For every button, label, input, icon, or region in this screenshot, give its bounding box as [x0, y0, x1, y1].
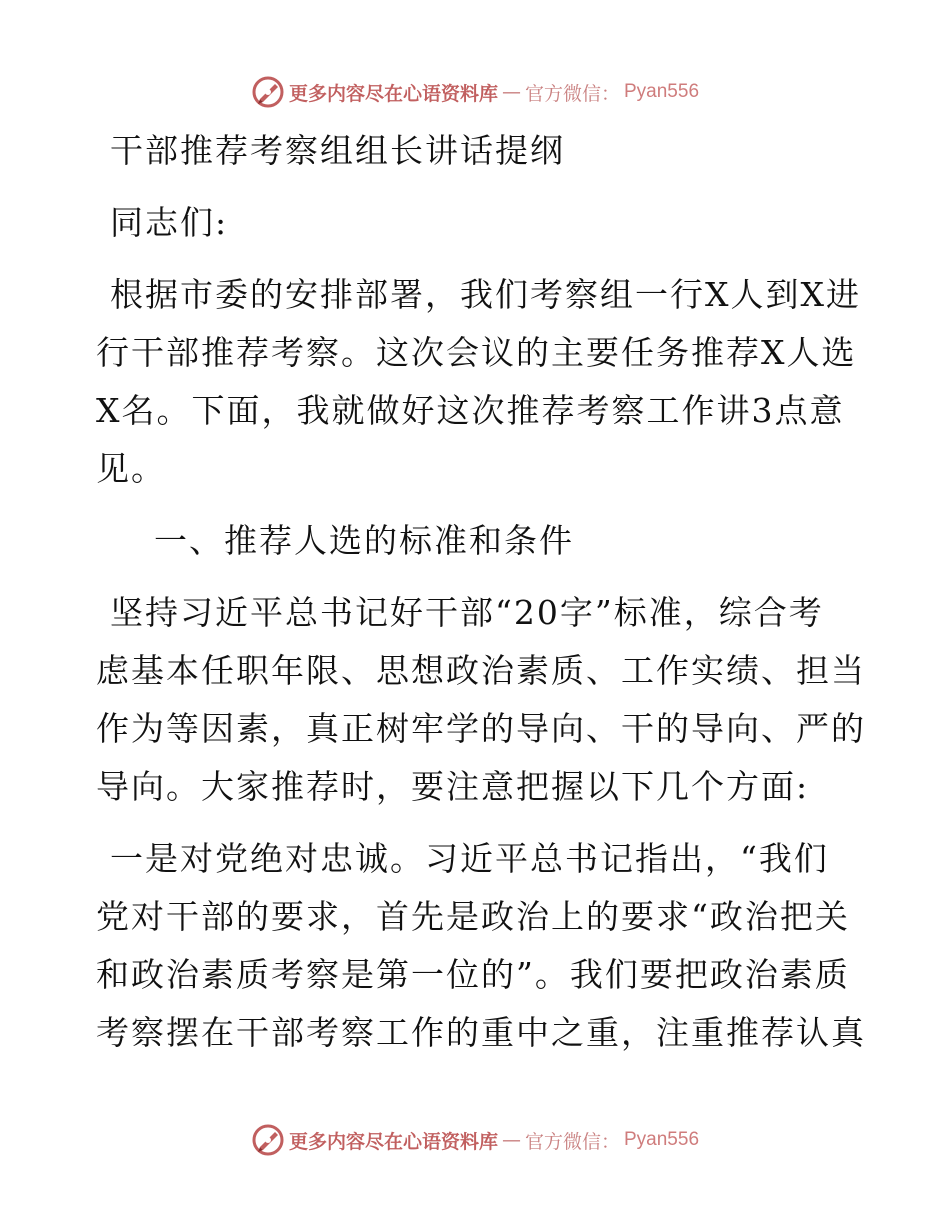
banner-wechat-label: 官方微信： — [524, 1130, 620, 1153]
banner-content — [251, 75, 699, 109]
paragraph-line: 导向。大家推荐时，要注意把握以下几个方面: — [96, 767, 810, 806]
banner-wechat-id: Pyan556 — [624, 1129, 700, 1150]
paragraph-line: 见。 — [96, 449, 166, 488]
paragraph-line: 考察摆在干部考察工作的重中之重，注重推荐认真 — [96, 1013, 866, 1052]
banner-wechat-label: 官方微信： — [524, 82, 620, 105]
banner-dash: — — [501, 1129, 521, 1151]
pen-logo-icon — [251, 75, 285, 109]
paragraph-standards — [96, 584, 866, 816]
document-title: 干部推荐考察组组长讲话提纲 — [110, 131, 565, 170]
pen-logo-icon — [251, 1123, 285, 1157]
banner-main-text: 更多内容尽在心语资料库 — [288, 82, 498, 105]
paragraph-line: 一是对党绝对忠诚。习近平总书记指出，“我们 — [110, 839, 829, 878]
header-watermark-banner — [0, 72, 950, 112]
paragraph-line: 党对干部的要求，首先是政治上的要求“政治把关 — [96, 897, 850, 936]
footer-watermark-banner — [0, 1120, 950, 1160]
banner-main-text: 更多内容尽在心语资料库 — [288, 1130, 498, 1153]
paragraph-intro — [96, 266, 861, 498]
paragraph-line: 和政治素质考察是第一位的”。我们要把政治素质 — [96, 955, 850, 994]
banner-dash: — — [501, 81, 521, 103]
section-heading-1: 一、推荐人选的标准和条件 — [154, 521, 574, 560]
document-body — [96, 122, 866, 1062]
banner-content — [251, 1123, 699, 1157]
banner-wechat-id: Pyan556 — [624, 81, 700, 102]
paragraph-loyalty — [96, 830, 866, 1062]
paragraph-line: 行干部推荐考察。这次会议的主要任务推荐X人选 — [96, 333, 857, 372]
paragraph-line: 根据市委的安排部署，我们考察组一行X人到X进 — [110, 275, 861, 314]
greeting: 同志们: — [110, 203, 229, 242]
paragraph-line: 虑基本任职年限、思想政治素质、工作实绩、担当 — [96, 651, 866, 690]
paragraph-line: 坚持习近平总书记好干部“20字”标准，综合考 — [110, 593, 824, 632]
paragraph-line: X名。下面，我就做好这次推荐考察工作讲3点意 — [96, 391, 845, 430]
paragraph-line: 作为等因素，真正树牢学的导向、干的导向、严的 — [96, 709, 866, 748]
